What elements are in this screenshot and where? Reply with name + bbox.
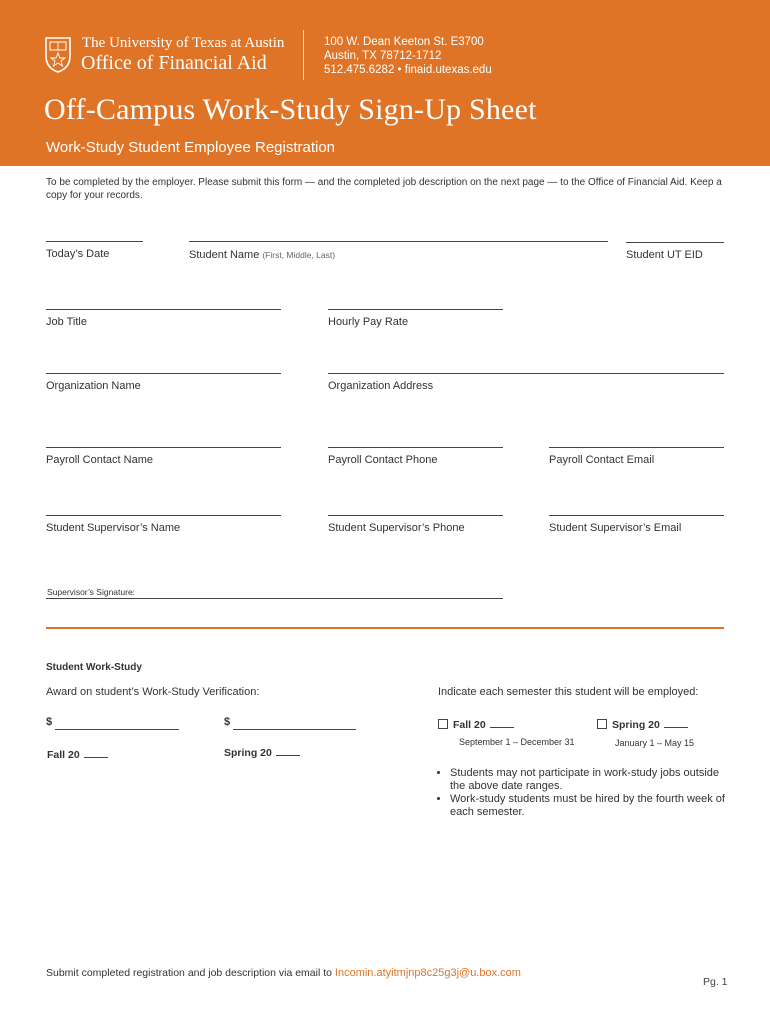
submission-email-link[interactable]: Incomin.atyitmjnp8c25g3j@u.box.com — [334, 967, 521, 979]
fall-award-year[interactable] — [47, 748, 108, 761]
university-seal-icon — [44, 36, 72, 74]
payroll-contact-name-field[interactable] — [46, 447, 281, 448]
payroll-contact-email-label: Payroll Contact Email — [549, 454, 655, 466]
supervisor-name-field[interactable] — [46, 515, 281, 516]
fall-semester-option[interactable] — [438, 718, 514, 731]
spring-semester-option[interactable] — [597, 718, 688, 731]
job-title-field[interactable] — [46, 309, 281, 310]
payroll-contact-name-label: Payroll Contact Name — [46, 454, 153, 466]
footer-submit-text — [46, 967, 521, 979]
section-divider — [46, 627, 724, 629]
work-study-note: • Work-study students must be hired by the fourth week of each semester. — [450, 793, 730, 819]
office-name: Office of Financial Aid — [81, 52, 267, 74]
fall-dates: September 1 – December 31 — [459, 737, 575, 747]
hourly-pay-rate-label: Hourly Pay Rate — [328, 316, 409, 328]
student-name-hint: (First, Middle, Last) — [262, 250, 336, 260]
organization-address-field[interactable] — [328, 373, 724, 374]
spring-semester-year-blank[interactable] — [664, 718, 688, 728]
page-title: Off-Campus Work-Study Sign-Up Sheet — [44, 93, 537, 126]
payroll-contact-email-field[interactable] — [549, 447, 724, 448]
fall-award-currency: $ — [46, 716, 53, 728]
work-study-notes — [438, 767, 730, 819]
student-name-field[interactable] — [189, 241, 608, 242]
spring-checkbox[interactable] — [597, 719, 607, 729]
payroll-contact-phone-label: Payroll Contact Phone — [328, 454, 438, 466]
fall-semester-year-blank[interactable] — [490, 718, 514, 728]
spring-award-currency: $ — [224, 716, 231, 728]
header-divider — [303, 30, 304, 80]
organization-address-label: Organization Address — [328, 380, 434, 392]
supervisor-email-field[interactable] — [549, 515, 724, 516]
supervisor-phone-label: Student Supervisor’s Phone — [328, 522, 465, 534]
student-eid-field[interactable] — [626, 242, 724, 243]
intro-instructions: To be completed by the employer. Please submit this form — and the completed job description on the next page — to the Office of Financial Aid. Keep a copy for your records. — [46, 177, 722, 201]
page-subtitle: Work-Study Student Employee Registration — [46, 139, 336, 156]
address-line-1: 100 W. Dean Keeton St. E3700 — [324, 36, 484, 48]
supervisor-signature-field[interactable] — [46, 598, 503, 599]
work-study-heading: Student Work-Study — [46, 662, 142, 673]
spring-award-amount-field[interactable] — [233, 729, 356, 730]
spring-award-year-blank[interactable] — [276, 746, 300, 756]
supervisor-name-label: Student Supervisor’s Name — [46, 522, 181, 534]
hourly-pay-rate-field[interactable] — [328, 309, 503, 310]
spring-award-year-label: Spring 20 — [224, 747, 272, 759]
supervisor-phone-field[interactable] — [328, 515, 503, 516]
payroll-contact-phone-field[interactable] — [328, 447, 503, 448]
fall-semester-label: Fall 20 — [453, 719, 486, 731]
student-eid-label: Student UT EID — [626, 249, 703, 261]
fall-award-amount-field[interactable] — [55, 729, 179, 730]
semester-label: Indicate each semester this student will be employed: — [438, 686, 699, 698]
supervisor-signature-label: Supervisor’s Signature: — [47, 587, 136, 597]
contact-line: 512.475.6282 • finaid.utexas.edu — [324, 64, 492, 76]
footer-text: Submit completed registration and job description via email to — [46, 967, 332, 979]
organization-name-label: Organization Name — [46, 380, 141, 392]
student-name-label: Student Name — [189, 249, 260, 261]
fall-checkbox[interactable] — [438, 719, 448, 729]
student-name-label-group — [189, 249, 335, 261]
address-line-2: Austin, TX 78712-1712 — [324, 50, 442, 62]
header-banner — [0, 0, 770, 166]
spring-semester-label: Spring 20 — [612, 719, 660, 731]
fall-award-year-label: Fall 20 — [47, 749, 80, 761]
university-name: The University of Texas at Austin — [82, 35, 285, 51]
supervisor-email-label: Student Supervisor’s Email — [549, 522, 682, 534]
job-title-label: Job Title — [46, 316, 87, 328]
page-number: Pg. 1 — [703, 976, 728, 988]
work-study-note: • Students may not participate in work-study jobs outside the above date ranges. — [450, 767, 730, 793]
spring-award-year[interactable] — [224, 746, 300, 759]
todays-date-label: Today’s Date — [46, 248, 110, 260]
spring-dates: January 1 – May 15 — [615, 738, 695, 748]
award-label: Award on student’s Work-Study Verification: — [46, 686, 260, 698]
todays-date-field[interactable] — [46, 241, 143, 242]
organization-name-field[interactable] — [46, 373, 281, 374]
fall-award-year-blank[interactable] — [84, 748, 108, 758]
